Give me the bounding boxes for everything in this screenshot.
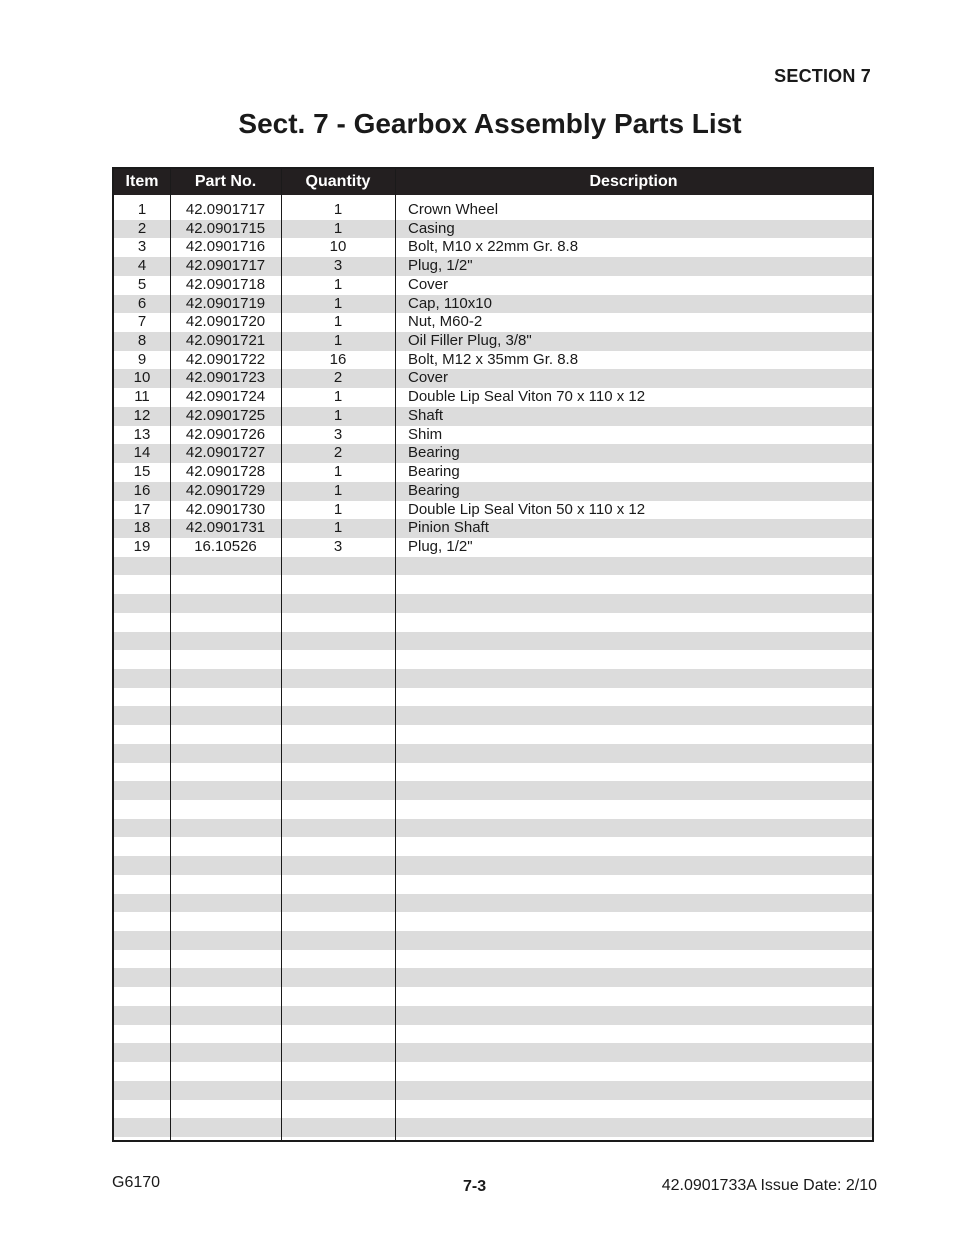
cell-part-no: 16.10526 — [194, 537, 257, 555]
cell-item: 13 — [133, 425, 151, 443]
table-row — [114, 444, 872, 463]
table-row — [114, 594, 872, 613]
column-divider — [281, 169, 282, 1140]
table-row — [114, 1118, 872, 1137]
cell-quantity: 3 — [333, 257, 343, 275]
cell-item: 3 — [137, 238, 147, 256]
cell-part-no: 42.0901716 — [185, 238, 266, 256]
cell-description: Casing — [408, 219, 455, 237]
table-row — [114, 1081, 872, 1100]
table-row — [114, 800, 872, 819]
cell-item: 6 — [137, 294, 147, 312]
cell-description: Cover — [408, 275, 449, 293]
cell-item: 15 — [133, 463, 151, 481]
cell-description: Cover — [408, 369, 449, 387]
cell-item: 7 — [137, 313, 147, 331]
cell-description: Bolt, M12 x 35mm Gr. 8.8 — [408, 350, 579, 368]
cell-part-no: 42.0901722 — [185, 350, 266, 368]
cell-description: Bearing — [408, 444, 460, 462]
table-row — [114, 1043, 872, 1062]
table-row — [114, 632, 872, 651]
table-row — [114, 238, 872, 257]
cell-description: Plug, 1/2" — [408, 257, 473, 275]
cell-description: Shim — [408, 425, 443, 443]
table-row — [114, 650, 872, 669]
table-row — [114, 706, 872, 725]
cell-quantity: 1 — [333, 500, 343, 518]
cell-quantity: 1 — [333, 481, 343, 499]
footer-model: G6170 — [112, 1174, 161, 1191]
table-row — [114, 968, 872, 987]
cell-item: 2 — [137, 219, 147, 237]
table-row — [114, 426, 872, 445]
table-row — [114, 987, 872, 1006]
cell-item: 1 — [137, 201, 147, 218]
table-row — [114, 201, 872, 220]
cell-item: 8 — [137, 332, 147, 350]
table-row — [114, 725, 872, 744]
cell-quantity: 1 — [333, 294, 343, 312]
cell-part-no: 42.0901719 — [185, 294, 266, 312]
cell-quantity: 1 — [333, 201, 343, 218]
cell-description: Plug, 1/2" — [408, 537, 473, 555]
cell-part-no: 42.0901717 — [185, 201, 266, 218]
cell-item: 4 — [137, 257, 147, 275]
cell-part-no: 42.0901727 — [185, 444, 266, 462]
cell-item: 5 — [137, 275, 147, 293]
cell-part-no: 42.0901730 — [185, 500, 266, 518]
cell-description: Nut, M60-2 — [408, 313, 483, 331]
column-header-quantity: Quantity — [305, 173, 371, 190]
cell-part-no: 42.0901728 — [185, 463, 266, 481]
table-header — [114, 169, 872, 195]
table-row — [114, 557, 872, 576]
cell-quantity: 1 — [333, 219, 343, 237]
cell-part-no: 42.0901718 — [185, 275, 266, 293]
table-row — [114, 1062, 872, 1081]
table-row — [114, 351, 872, 370]
table-row — [114, 220, 872, 239]
table-row — [114, 931, 872, 950]
table-row — [114, 1100, 872, 1119]
table-row — [114, 538, 872, 557]
table-row — [114, 407, 872, 426]
table-row — [114, 257, 872, 276]
table-row — [114, 575, 872, 594]
cell-item: 16 — [133, 481, 151, 499]
cell-item: 19 — [133, 537, 151, 555]
column-header-item: Item — [125, 173, 159, 190]
cell-part-no: 42.0901726 — [185, 425, 266, 443]
cell-quantity: 2 — [333, 444, 343, 462]
cell-item: 11 — [134, 388, 150, 406]
cell-quantity: 1 — [333, 463, 343, 481]
table-row — [114, 894, 872, 913]
cell-part-no: 42.0901717 — [185, 257, 266, 275]
cell-description: Cap, 110x10 — [408, 294, 492, 312]
cell-quantity: 1 — [333, 406, 343, 424]
table-row — [114, 1006, 872, 1025]
cell-part-no: 42.0901720 — [185, 313, 266, 331]
table-row — [114, 837, 872, 856]
cell-quantity: 3 — [333, 537, 343, 555]
cell-part-no: 42.0901724 — [185, 388, 266, 406]
cell-description: Shaft — [408, 406, 444, 424]
table-row — [114, 369, 872, 388]
cell-item: 17 — [133, 500, 151, 518]
cell-description: Double Lip Seal Viton 70 x 110 x 12 — [408, 388, 646, 406]
column-header-part-no: Part No. — [194, 173, 257, 190]
cell-quantity: 1 — [333, 332, 343, 350]
section-label: SECTION 7 — [774, 66, 871, 86]
cell-quantity: 2 — [333, 369, 343, 387]
table-row — [114, 744, 872, 763]
table-row — [114, 669, 872, 688]
table-row — [114, 332, 872, 351]
cell-part-no: 42.0901731 — [185, 519, 266, 537]
cell-part-no: 42.0901729 — [185, 481, 266, 499]
cell-item: 10 — [133, 369, 151, 387]
cell-description: Pinion Shaft — [408, 519, 489, 537]
table-row — [114, 1025, 872, 1044]
table-row — [114, 519, 872, 538]
cell-description: Bearing — [408, 481, 460, 499]
cell-description: Bolt, M10 x 22mm Gr. 8.8 — [408, 238, 579, 256]
cell-item: 12 — [133, 406, 151, 424]
cell-description: Bearing — [408, 463, 460, 481]
cell-quantity: 1 — [333, 313, 343, 331]
table-row — [114, 295, 872, 314]
cell-quantity: 1 — [333, 275, 343, 293]
table-row — [114, 819, 872, 838]
cell-part-no: 42.0901725 — [185, 406, 266, 424]
table-row — [114, 276, 872, 295]
table-row — [114, 950, 872, 969]
footer-page-number: 7-3 — [463, 1178, 487, 1195]
cell-description: Double Lip Seal Viton 50 x 110 x 12 — [408, 500, 646, 518]
cell-quantity: 1 — [333, 519, 343, 537]
cell-part-no: 42.0901721 — [185, 332, 266, 350]
footer-doc-number: 42.0901733A Issue Date: 2/10 — [661, 1177, 877, 1194]
cell-part-no: 42.0901715 — [185, 219, 266, 237]
table-row — [114, 313, 872, 332]
table-row — [114, 501, 872, 520]
cell-description: Crown Wheel — [408, 201, 499, 218]
table-row — [114, 688, 872, 707]
table-row — [114, 388, 872, 407]
table-row — [114, 463, 872, 482]
table-row — [114, 613, 872, 632]
cell-description: Oil Filler Plug, 3/8" — [408, 332, 532, 350]
table-row — [114, 856, 872, 875]
cell-quantity: 16 — [329, 350, 347, 368]
cell-quantity: 10 — [329, 238, 347, 256]
column-divider — [170, 169, 171, 1140]
cell-item: 18 — [133, 519, 151, 537]
cell-item: 9 — [137, 350, 147, 368]
table-row — [114, 912, 872, 931]
table-row — [114, 763, 872, 782]
parts-table — [112, 167, 874, 1142]
column-divider — [395, 169, 396, 1140]
table-row — [114, 781, 872, 800]
column-header-description: Description — [589, 173, 678, 190]
cell-quantity: 1 — [333, 388, 343, 406]
cell-quantity: 3 — [333, 425, 343, 443]
table-body — [114, 201, 872, 1137]
table-row — [114, 482, 872, 501]
table-row — [114, 875, 872, 894]
cell-item: 14 — [133, 444, 151, 462]
page-title: Sect. 7 - Gearbox Assembly Parts List — [238, 108, 742, 139]
cell-part-no: 42.0901723 — [185, 369, 266, 387]
